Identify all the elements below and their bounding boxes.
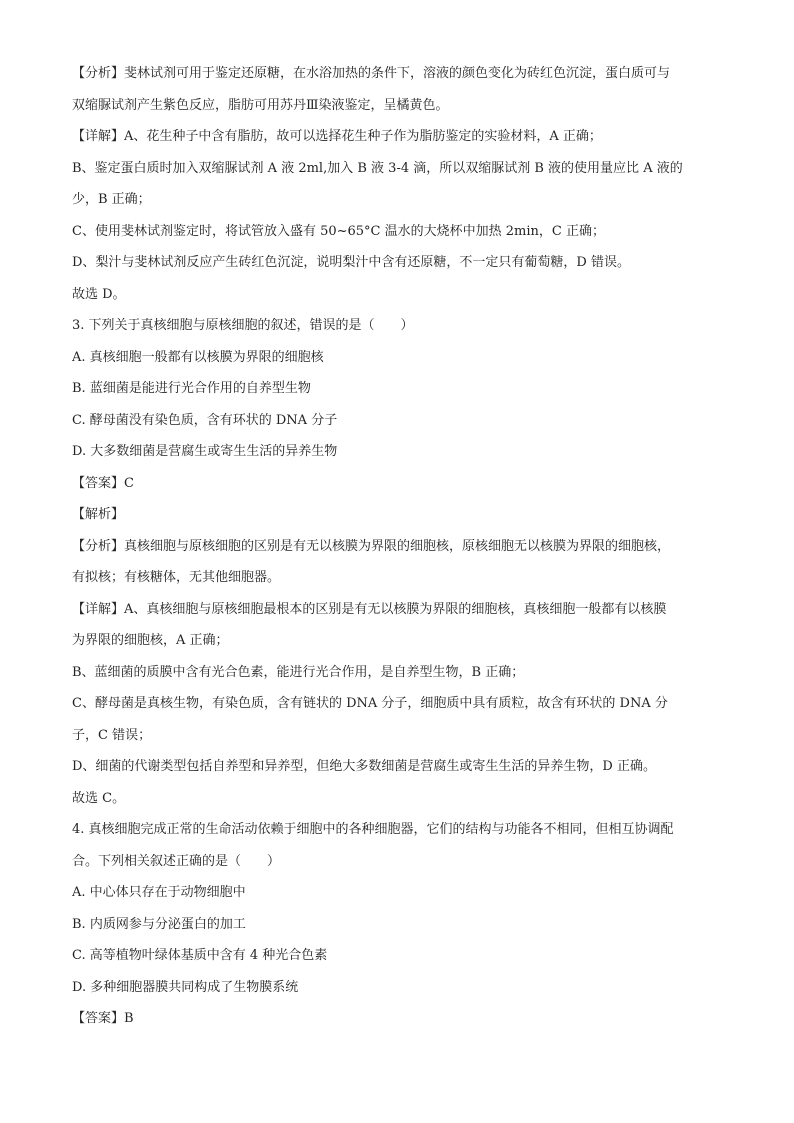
option-c: C. 高等植物叶绿体基质中含有 4 种光合色素 [72,948,328,963]
detail-text: 为界限的细胞核，A 正确； [72,633,229,648]
option-d: D. 多种细胞器膜共同构成了生物膜系统 [72,979,299,995]
option-c: C. 酵母菌没有染色质，含有环状的 DNA 分子 [72,412,338,428]
option-d: D. 大多数细菌是营腐生或寄生生活的异养生物 [72,444,338,459]
answer-line: 【答案】C [72,475,134,491]
option-b: B. 蓝细菌是能进行光合作用的自养型生物 [72,381,311,396]
detail-text: C、使用斐林试剂鉴定时，将试管放入盛有 50~65°C 温水的大烧杯中加热 2min，C 正确； [72,223,605,239]
analysis-text: 双缩脲试剂产生紫色反应，脂肪可用苏丹Ⅲ染液鉴定，呈橘黄色。 [72,97,449,113]
detail-text: B、鉴定蛋白质时加入双缩脲试剂 A 液 2ml,加入 B 液 3-4 滴，所以双缩脲试剂 B 液的使用量应比 A 液的 [72,160,683,176]
detail-text: 子，C 错误； [72,727,152,743]
option-a: A. 中心体只存在于动物细胞中 [72,885,246,900]
analysis-text: 【分析】斐林试剂可用于鉴定还原糖，在水浴加热的条件下，溶液的颜色变化为砖红色沉淀，蛋白质可与 [72,66,671,81]
conclusion-text: 故选 D。 [72,286,126,302]
option-a: A. 真核细胞一般都有以核膜为界限的细胞核 [72,349,324,365]
detail-text: D、梨汁与斐林试剂反应产生砖红色沉淀，说明梨汁中含有还原糖，不一定只有葡萄糖，D 错误。 [72,255,630,270]
option-b: B. 内质网参与分泌蛋白的加工 [72,916,246,932]
question-stem: 3. 下列关于真核细胞与原核细胞的叙述，错误的是（ ） [72,318,414,333]
question-stem: 合。下列相关叙述正确的是（ ） [72,853,281,869]
detail-text: C、酵母菌是真核生物，有染色质，含有链状的 DNA 分子，细胞质中具有质粒，故含有环状的 DNA 分 [72,696,668,711]
detail-text: D、细菌的代谢类型包括自养型和异养型，但绝大多数细菌是营腐生或寄生生活的异养生物，D 正确。 [72,759,656,774]
document-body [72,58,727,1035]
detail-text: 【详解】A、花生种子中含有脂肪，故可以选择花生种子作为脂肪鉴定的实验材料，A 正确； [72,129,602,144]
detail-text: B、蓝细菌的质膜中含有光合色素，能进行光合作用，是自养型生物，B 正确； [72,664,525,680]
detail-text: 少，B 正确； [72,192,151,207]
analysis-text: 【分析】真核细胞与原核细胞的区别是有无以核膜为界限的细胞核，原核细胞无以核膜为界限的细胞核， [72,538,671,554]
question-stem: 4. 真核细胞完成正常的生命活动依赖于细胞中的各种细胞器，它们的结构与功能各不相同，但相互协调配 [72,822,674,837]
answer-line: 【答案】B [72,1011,134,1026]
explanation-heading: 【解析】 [72,507,125,522]
conclusion-text: 故选 C。 [72,790,126,806]
detail-text: 【详解】A、真核细胞与原核细胞最根本的区别是有无以核膜为界限的细胞核，真核细胞一般都有以核膜 [72,601,667,617]
analysis-text: 有拟核；有核糖体，无其他细胞器。 [72,570,281,585]
